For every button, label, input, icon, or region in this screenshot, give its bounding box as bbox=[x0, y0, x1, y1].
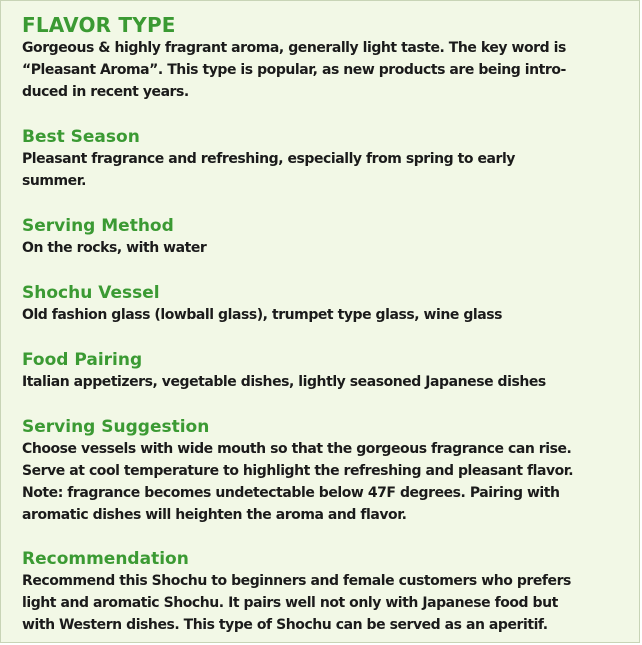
serving-method-line-1: On the rocks, with water bbox=[22, 240, 207, 256]
serving-suggestion-line-3: Note: fragrance becomes undetectable below 47F degrees. Pairing with bbox=[22, 485, 560, 501]
food-pairing-title: Food Pairing bbox=[22, 350, 143, 370]
recommendation-title: Recommendation bbox=[22, 549, 189, 569]
best-season-title: Best Season bbox=[22, 127, 140, 147]
recommendation-line-3: with Western dishes. This type of Shochu can be served as an aperitif. bbox=[22, 617, 548, 633]
serving-suggestion-line-2: Serve at cool temperature to highlight the refreshing and pleasant flavor. bbox=[22, 463, 574, 479]
flavor-type-line-1: Gorgeous & highly fragrant aroma, generally light taste. The key word is bbox=[22, 40, 566, 56]
serving-method-section bbox=[22, 215, 632, 259]
recommendation-line-1: Recommend this Shochu to beginners and female customers who prefers bbox=[22, 573, 571, 589]
food-pairing-section bbox=[22, 349, 632, 393]
serving-suggestion-section bbox=[22, 416, 632, 526]
recommendation-line-2: light and aromatic Shochu. It pairs well not only with Japanese food but bbox=[22, 595, 558, 611]
flavor-type-line-2: “Pleasant Aroma”. This type is popular, as new products are being intro- bbox=[22, 62, 566, 78]
shochu-vessel-title: Shochu Vessel bbox=[22, 283, 160, 303]
serving-suggestion-line-1: Choose vessels with wide mouth so that the gorgeous fragrance can rise. bbox=[22, 441, 572, 457]
flavor-type-title: FLAVOR TYPE bbox=[22, 13, 176, 37]
best-season-line-2: summer. bbox=[22, 173, 87, 189]
shochu-vessel-line-1: Old fashion glass (lowball glass), trumpet type glass, wine glass bbox=[22, 307, 503, 323]
flavor-type-section bbox=[22, 13, 632, 103]
serving-suggestion-title: Serving Suggestion bbox=[22, 417, 210, 437]
best-season-section bbox=[22, 126, 632, 192]
shochu-vessel-section bbox=[22, 282, 632, 326]
recommendation-section bbox=[22, 548, 632, 636]
food-pairing-line-1: Italian appetizers, vegetable dishes, lightly seasoned Japanese dishes bbox=[22, 374, 546, 390]
best-season-line-1: Pleasant fragrance and refreshing, especially from spring to early bbox=[22, 151, 515, 167]
serving-method-title: Serving Method bbox=[22, 216, 174, 236]
flavor-type-line-3: duced in recent years. bbox=[22, 84, 189, 100]
serving-suggestion-line-4: aromatic dishes will heighten the aroma and flavor. bbox=[22, 507, 407, 523]
